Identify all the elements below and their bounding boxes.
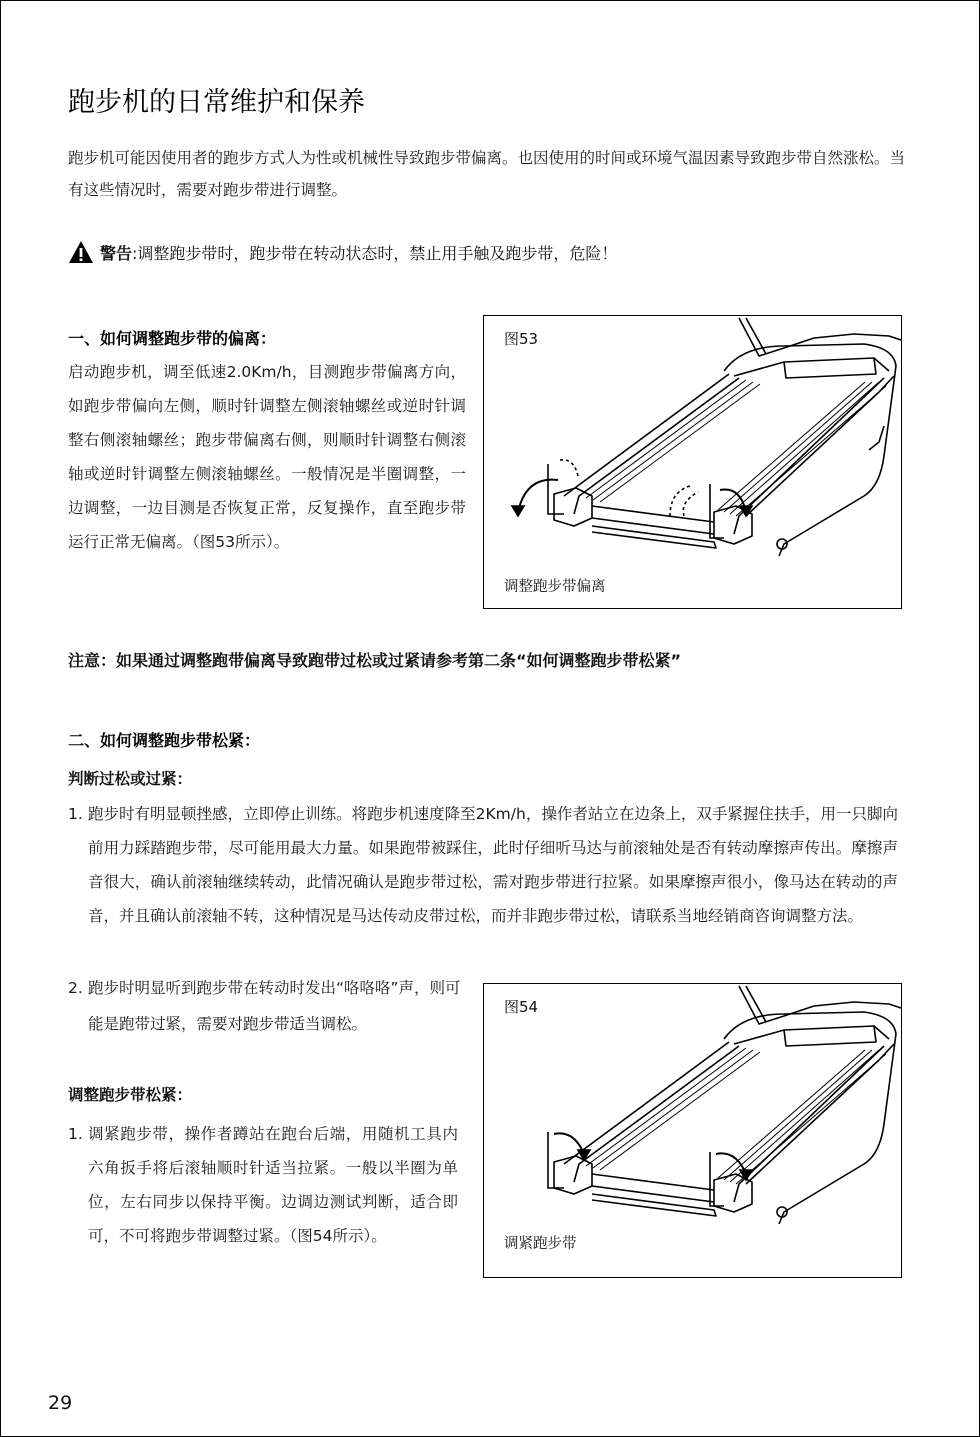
item-text: 跑步时有明显顿挫感，立即停止训练。将跑步机速度降至2Km/h，操作者站立在边条上，双手紧握住扶手，用一只脚向前用力踩踏跑步带，尽可能用最大力量。如果跑带被踩住，此时仔细听马达与前滚轴处是否有转动摩擦声传出。摩擦声音很大，确认前滚轴继续转动，此情况确认是跑步带过松，需对跑步带进行拉紧。如果摩擦声很小，像马达在转动的声音，并且确认前滚轴不转，这种情况是马达传动皮带过松，而并非跑步带过松，请联系当地经销商咨询调整方法。 — [88, 805, 898, 925]
item-text: 跑步时明显听到跑步带在转动时发出“咯咯咯”声，则可能是跑带过紧，需要对跑步带适当调松。 — [88, 979, 461, 1033]
warning-text: :调整跑步带时，跑步带在转动状态时，禁止用手触及跑步带，危险！ — [132, 243, 618, 263]
warning-line — [68, 240, 617, 264]
page-title: 跑步机的日常维护和保养 — [68, 87, 365, 118]
judge-heading: 判断过松或过紧： — [68, 770, 193, 788]
figure-54-caption: 调紧跑步带 — [504, 1236, 577, 1252]
figure-54-label: 图54 — [504, 998, 539, 1016]
warning-triangle-icon — [68, 240, 94, 264]
section1-heading: 一、如何调整跑步带的偏离： — [68, 329, 277, 348]
figure-54 — [483, 983, 902, 1278]
list-item — [68, 970, 466, 1042]
item-text: 调紧跑步带，操作者蹲站在跑台后端，用随机工具内六角扳手将后滚轴顺时针适当拉紧。一般以半圈为单位，左右同步以保持平衡。边调边测试判断，适合即可，不可将跑步带调整过紧。（图54所示）。 — [88, 1125, 458, 1245]
item-number: 1. — [68, 805, 83, 823]
list-item — [68, 1117, 458, 1253]
figure-53-label: 图53 — [504, 330, 539, 348]
item-number: 1. — [68, 1125, 83, 1143]
figure-53 — [483, 315, 902, 609]
intro-paragraph: 跑步机可能因使用者的跑步方式人为性或机械性导致跑步带偏离。也因使用的时间或环境气温因素导致跑步带自然涨松。当有这些情况时，需要对跑步带进行调整。 — [68, 149, 906, 199]
adjust-heading: 调整跑步带松紧： — [68, 1086, 193, 1104]
warning-label: 警告 — [100, 243, 133, 263]
section1-body: 启动跑步机，调至低速2.0Km/h，目测跑步带偏离方向，如跑步带偏向左侧，顺时针调整左侧滚轴螺丝或逆时针调整右侧滚轴螺丝；跑步带偏离右侧，则顺时针调整右侧滚轴或逆时针调整左侧滚轴螺丝。一般情况是半圈调整，一边调整，一边目测是否恢复正常，反复操作，直至跑步带运行正常无偏离。（图53所示）。 — [68, 363, 466, 551]
page-number: 29 — [48, 1392, 73, 1414]
section2-heading: 二、如何调整跑步带松紧： — [68, 731, 261, 750]
figure-53-caption: 调整跑步带偏离 — [504, 579, 606, 595]
note-line: 注意：如果通过调整跑带偏离导致跑带过松或过紧请参考第二条“如何调整跑步带松紧” — [68, 651, 682, 670]
list-item — [68, 797, 898, 933]
treadmill-drawing — [484, 316, 901, 608]
item-number: 2. — [68, 979, 83, 997]
